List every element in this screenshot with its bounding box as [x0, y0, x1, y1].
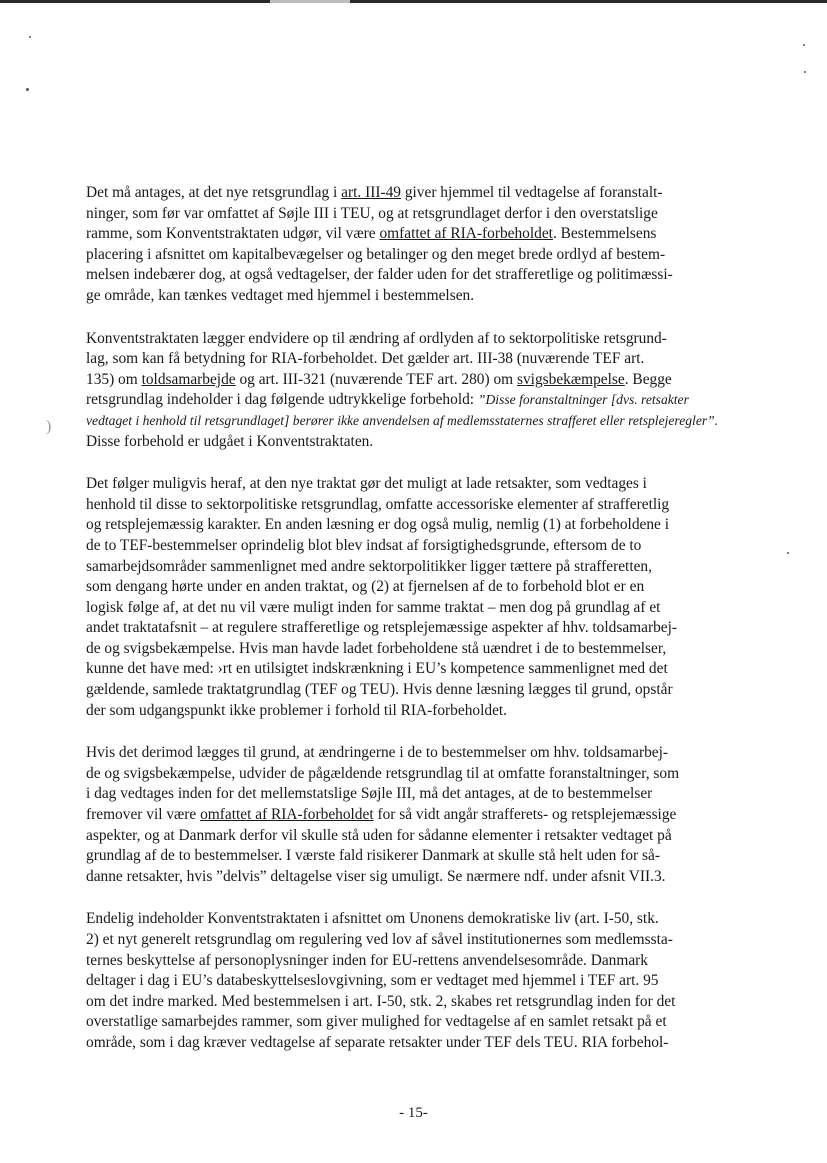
text-run: Det følger muligvis heraf, at den nye traktat gør det muligt at lade retsakter, som vedtages i: [86, 475, 647, 493]
scan-speck: [26, 88, 29, 91]
paragraph-3: [86, 474, 756, 721]
scan-speck: [804, 71, 806, 73]
underlined-reference: svigsbekæmpelse: [517, 370, 625, 388]
text-run: som dengang hørte under en anden traktat, og (2) at fjernelsen af de to forbehold blot er en: [86, 578, 645, 596]
italic-quote: vedtaget i henhold til retsgrundlaget] berører ikke anvendelsen af medlemsstaternes strafferet eller retsplejeregler”.: [86, 412, 719, 428]
margin-mark: ): [46, 418, 52, 435]
text-run: og art. III-321 (nuværende TEF art. 280) om: [235, 370, 517, 388]
text-run: fremover vil være: [86, 806, 201, 824]
underlined-reference: toldsamarbejde: [141, 370, 236, 388]
text-run: Hvis det derimod lægges til grund, at ændringerne i de to bestemmelser om hhv. toldsamarbej-: [86, 744, 669, 762]
scan-speck: [803, 44, 805, 46]
text-run: danne retsakter, hvis ”delvis” deltagelse viser sig umuligt. Se nærmere ndf. under afsnit VII.3.: [86, 867, 666, 885]
text-run: ternes beskyttelse af personoplysninger inden for EU-rettens anvendelsesområde. Danmark: [86, 951, 648, 969]
paragraph-1: [86, 183, 756, 307]
text-run: andet traktatafsnit – at regulere strafferetlige og retsplejemæssige aspekter af hhv. toldsamarbej-: [86, 619, 678, 637]
underlined-reference: omfattet af RIA-forbeholdet: [379, 225, 553, 243]
text-run: retsgrundlag indeholder i dag følgende udtrykkelige forbehold:: [86, 391, 478, 409]
text-run: kunne det have med: ›rt en utilsigtet indskrænkning i EU’s kompetence sammenlignet med det: [86, 660, 668, 678]
text-run: der som udgangspunkt ikke problemer i forhold til RIA-forbeholdet.: [86, 701, 508, 719]
text-run: om det indre marked. Med bestemmelsen i art. I-50, stk. 2, skabes ret retsgrundlag inden for det: [86, 992, 676, 1010]
text-run: giver hjemmel til vedtagelse af foranstalt-: [400, 184, 663, 201]
text-run: . Bestemmelsens: [552, 225, 657, 243]
text-run: 2) et nyt generelt retsgrundlag om regulering ved lov af såvel institutionernes som medlemssta-: [86, 931, 673, 948]
text-run: ramme, som Konventstraktaten udgør, vil være: [86, 225, 380, 243]
text-run: lag, som kan få betydning for RIA-forbeholdet. Det gælder art. III-38 (nuværende TEF art.: [86, 350, 645, 368]
text-run: de og svigsbekæmpelse. Hvis man havde ladet forbeholdene stå uændret i de to bestemmelser,: [86, 639, 667, 657]
top-border-highlight: [270, 0, 350, 3]
text-run: de og svigsbekæmpelse, udvider de pågældende retsgrundlag til at omfatte foranstaltninger, som: [86, 764, 680, 782]
paragraph-4: [86, 743, 756, 887]
text-run: Endelig indeholder Konventstraktaten i afsnittet om Unonens demokratiske liv (art. I-50, stk.: [86, 910, 659, 928]
text-run: Det må antages, at det nye retsgrundlag i: [86, 184, 342, 201]
text-run: melsen indebærer dog, at også vedtagelser, der falder uden for det strafferetlige og politimæssi-: [86, 266, 673, 284]
text-run: deltager i dag i EU’s databeskyttelseslovgivning, som er vedtaget med hjemmel i TEF art. 95: [86, 972, 659, 990]
text-run: aspekter, og at Danmark derfor vil skulle stå uden for sådanne elementer i retsakter vedtaget på: [86, 826, 672, 844]
italic-quote: ”Disse foranstaltninger [dvs. retsakter: [477, 392, 689, 408]
document-body: [86, 183, 756, 1076]
text-run: gældende, samlede traktatgrundlag (TEF og TEU). Hvis denne læsning lægges til grund, opstår: [86, 681, 673, 699]
text-run: og retsplejemæssig karakter. En anden læsning er dog også mulig, nemlig (1) at forbeholdene i: [86, 516, 670, 534]
paragraph-5: [86, 909, 756, 1053]
text-run: henhold til disse to sektorpolitiske retsgrundlag, omfatte accessoriske elementer af strafferetlig: [86, 495, 670, 513]
text-run: samarbejdsområder sammenlignet med andre sektorpolitikker ligger tættere på strafferetten,: [86, 557, 652, 575]
text-run: de to TEF-bestemmelser oprindelig blot blev indsat af forsigtighedsgrunde, eftersom de to: [86, 536, 642, 554]
text-run: placering i afsnittet om kapitalbevægelser og betalinger og den meget brede ordlyd af bestem-: [86, 245, 666, 263]
text-run: Disse forbehold er udgået i Konventstraktaten.: [86, 432, 374, 450]
text-run: område, som i dag kræver vedtagelse af separate retsakter under TEF dels TEU. RIA forbehol-: [86, 1033, 669, 1051]
page-number: - 15-: [399, 1105, 428, 1121]
text-run: ge område, kan tænkes vedtaget med hjemmel i bestemmelsen.: [86, 286, 475, 304]
underlined-reference: art. III-49: [341, 184, 401, 201]
text-run: ninger, som før var omfattet af Søjle III i TEU, og at retsgrundlaget derfor i den overstatslige: [86, 204, 658, 222]
text-run: for så vidt angår strafferets- og retsplejemæssige: [373, 806, 677, 824]
text-run: i dag vedtages inden for det mellemstatslige Søjle III, må det antages, at de to bestemmelser: [86, 785, 653, 803]
text-run: 135) om: [86, 370, 142, 388]
text-run: logisk følge af, at det nu vil være muligt inden for samme traktat – men dog på grundlag af et: [86, 598, 661, 616]
text-run: Konventstraktaten lægger endvidere op til ændring af ordlyden af to sektorpolitiske retsgrund-: [86, 329, 667, 347]
top-border-line: [0, 0, 827, 3]
scan-speck: [787, 552, 789, 554]
scan-speck: [29, 36, 31, 38]
text-run: . Begge: [624, 370, 672, 388]
underlined-reference: omfattet af RIA-forbeholdet: [200, 806, 374, 824]
paragraph-2: [86, 329, 756, 453]
text-run: overstatlige samarbejdes rammer, som giver mulighed for vedtagelse af en samlet retsakt på et: [86, 1013, 667, 1031]
text-run: grundlag af de to bestemmelser. I værste fald risikerer Danmark at skulle stå helt uden for så-: [86, 847, 660, 865]
